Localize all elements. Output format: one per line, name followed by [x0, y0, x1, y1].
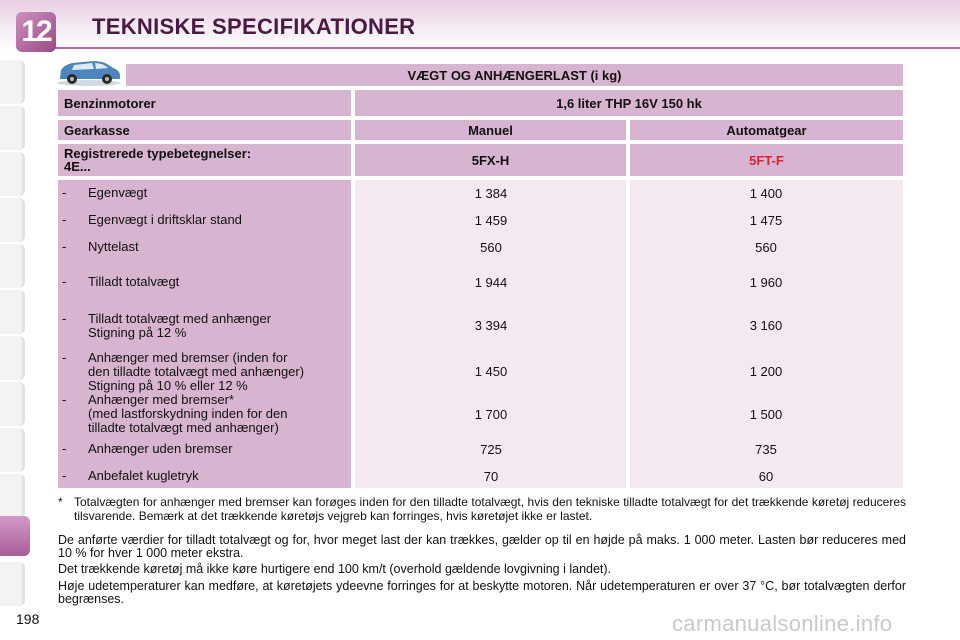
row-dash: -	[62, 468, 67, 483]
page-title: TEKNISKE SPECIFIKATIONER	[92, 14, 416, 39]
car-icon	[54, 56, 124, 86]
chapter-tab[interactable]	[0, 428, 25, 472]
row-text: Anhænger uden bremser	[88, 441, 233, 456]
chapter-tab[interactable]	[0, 336, 25, 380]
page-number: 198	[16, 611, 40, 627]
table-cell-manual: 1 459	[474, 213, 508, 228]
table-cell-auto: 1 400	[749, 186, 783, 201]
type-label	[58, 144, 351, 176]
table-cell-manual: 70	[483, 469, 499, 484]
row-dash: -	[62, 185, 67, 200]
header-divider	[28, 47, 960, 49]
gearbox-manual: Manuel	[355, 120, 626, 140]
paragraph-temperature: Høje udetemperaturer kan medføre, at køretøjets ydeevne forringes for at beskytte motoren. Når udetemperaturen er over 37 °C, bør totalvægten derfor begrænses.	[58, 579, 906, 606]
table-cell-manual: 560	[480, 240, 502, 255]
chapter-badge: 12	[16, 12, 56, 52]
table-cell-auto: 3 160	[749, 318, 783, 333]
row-text: Egenvægt	[88, 185, 148, 200]
paragraph-altitude: De anførte værdier for tilladt totalvægt og for, hvor meget last der kan trækkes, gælder op til en højde på maks. 1 000 meter. Lasten bør reduceres med 10 % for hver 1 000 meter ekstra.	[58, 533, 906, 560]
table-cell-auto: 60	[758, 469, 774, 484]
footnote-marker: *	[58, 495, 63, 509]
gearbox-auto: Automatgear	[630, 120, 903, 140]
type-auto: 5FT-F	[630, 144, 903, 176]
table-cell-auto: 560	[755, 240, 777, 255]
table-title: VÆGT OG ANHÆNGERLAST (i kg)	[126, 64, 903, 86]
chapter-tab[interactable]	[0, 152, 25, 196]
table-cell-auto: 1 500	[749, 407, 783, 422]
chapter-tab[interactable]	[0, 290, 25, 334]
row-text: Tilladt totalvægt med anhænger Stigning på 12 %	[88, 311, 272, 340]
table-cell-manual: 1 450	[474, 364, 508, 379]
type-label-line2: 4E...	[64, 159, 91, 174]
watermark: carmanualsonline.info	[672, 611, 893, 636]
type-label-line1: Registrerede typebetegnelser:	[64, 146, 252, 161]
chapter-tab[interactable]	[0, 106, 25, 150]
row-dash: -	[62, 311, 67, 326]
footnote-text: Totalvægten for anhænger med bremser kan forøges inden for den tilladte totalvægt, hvis den tekniske tilladte totalvægt for det trækkende køretøj reduceres tilsvarende. Bemærk at det trækkende køretøjs vejgreb kan forringes, hvis køretøjet ikke er lastet.	[74, 495, 906, 523]
table-cell-auto: 1 960	[749, 275, 783, 290]
engine-label: Benzinmotorer	[58, 90, 351, 116]
chapter-tab-active[interactable]	[0, 516, 30, 556]
paragraph-speed: Det trækkende køretøj må ikke køre hurtigere end 100 km/t (overhold gældende lovgivning i landet).	[58, 562, 612, 576]
row-text: Anhænger med bremser (inden for den tilladte totalvægt med anhænger) Stigning på 10 % eller 12 %	[88, 350, 305, 393]
row-dash: -	[62, 212, 67, 227]
chapter-tab[interactable]	[0, 382, 25, 426]
row-text: Anhænger med bremser* (med lastforskydning inden for den tilladte totalvægt med anhænger)	[88, 392, 288, 435]
table-cell-auto: 1 475	[749, 213, 783, 228]
row-dash: -	[62, 392, 67, 407]
type-manual: 5FX-H	[355, 144, 626, 176]
chapter-tab[interactable]	[0, 198, 25, 242]
row-text: Anbefalet kugletryk	[88, 468, 199, 483]
chapter-tab[interactable]	[0, 60, 25, 104]
chapter-tab[interactable]	[0, 474, 25, 518]
engine-value: 1,6 liter THP 16V 150 hk	[355, 90, 903, 116]
gearbox-label: Gearkasse	[58, 120, 351, 140]
table-cell-manual: 1 384	[474, 186, 508, 201]
table-cell-manual: 3 394	[474, 318, 508, 333]
row-text: Tilladt totalvægt	[88, 274, 180, 289]
table-cell-auto: 735	[755, 442, 777, 457]
table-cell-auto: 1 200	[749, 364, 783, 379]
table-cell-manual: 1 944	[474, 275, 508, 290]
row-dash: -	[62, 239, 67, 254]
row-dash: -	[62, 274, 67, 289]
row-dash: -	[62, 441, 67, 456]
row-text: Egenvægt i driftsklar stand	[88, 212, 242, 227]
table-cell-manual: 1 700	[474, 407, 508, 422]
table-cell-manual: 725	[480, 442, 502, 457]
row-text: Nyttelast	[88, 239, 139, 254]
chapter-tab[interactable]	[0, 562, 25, 606]
row-dash: -	[62, 350, 67, 365]
chapter-tab[interactable]	[0, 244, 25, 288]
